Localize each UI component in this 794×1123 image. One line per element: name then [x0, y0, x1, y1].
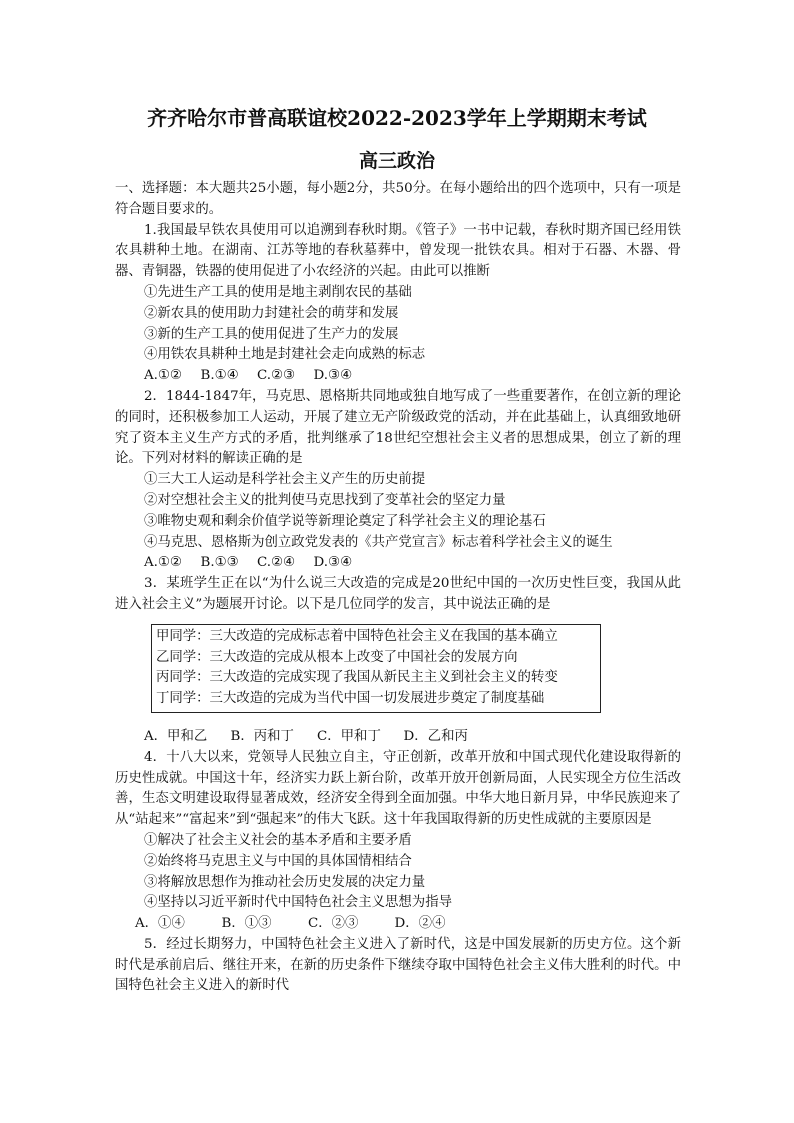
statement-option: ①解决了社会主义社会的基本矛盾和主要矛盾	[144, 832, 412, 848]
student-statement: 丙同学：三大改造的完成实现了我国从新民主主义到社会主义的转变	[156, 670, 558, 686]
statement-option: ④坚持以习近平新时代中国特色社会主义思想为指导	[144, 895, 452, 911]
question-stem: 4．十八大以来，党领导人民独立自主，守正创新，改革开放和中国式现代化建设取得新的历史性成就。中国这十年，经济实力跃上新台阶，改革开放开创新局面，人民实现全方位生活改善，生态文明建设取得显著成效，经济安全得到全面加强。中华大地日新月异，中华民族迎来了从“站起来”“富起来”到“强起来”的伟大飞跃。这十年我国取得新的历史性成就的主要原因是	[115, 749, 681, 828]
question-stem: 3．某班学生正在以“为什么说三大改造的完成是20世纪中国的一次历史性巨变，我国从此进入社会主义”为题展开讨论。以下是几位同学的发言，其中说法正确的是	[115, 576, 681, 612]
statement-option: ①先进生产工具的使用是地主剥削农民的基础	[144, 284, 412, 300]
choice-a: A.①②	[144, 368, 182, 384]
choice-a: A.①②	[144, 555, 182, 571]
student-statement: 乙同学：三大改造的完成从根本上改变了中国社会的发展方向	[156, 649, 518, 665]
choice-d: D．乙和丙	[403, 728, 468, 744]
choice-b: B．丙和丁	[230, 728, 294, 744]
answer-choices	[115, 553, 681, 574]
exam-subject: 高三政治	[358, 150, 435, 172]
statement-option: ②新农具的使用助力封建社会的萌芽和发展	[144, 305, 399, 321]
answer-choices	[115, 727, 681, 748]
choice-c: C．甲和丁	[317, 728, 381, 744]
question-5	[115, 935, 681, 997]
choice-c: C．②③	[308, 916, 359, 932]
statement-option: ②始终将马克思主义与中国的具体国情相结合	[144, 853, 412, 869]
statement-option: ②对空想社会主义的批判使马克思找到了变革社会的坚定力量	[144, 492, 506, 508]
answer-choices	[115, 366, 681, 387]
exam-content	[115, 179, 681, 997]
statement-option: ①三大工人运动是科学社会主义产生的历史前提	[144, 472, 426, 488]
choice-b: B．①③	[221, 916, 272, 932]
statement-option: ③新的生产工具的使用促进了生产力的发展	[144, 326, 399, 342]
question-stem: 5．经过长期努力，中国特色社会主义进入了新时代，这是中国发展新的历史方位。这个新时代是承前启后、继往开来，在新的历史条件下继续夺取中国特色社会主义伟大胜利的时代。中国特色社会主义进入的新时代	[115, 936, 681, 994]
choice-d: D.③④	[313, 368, 353, 384]
question-4	[115, 748, 681, 935]
exam-title: 齐齐哈尔市普高联谊校2022-2023学年上学期期末考试	[147, 106, 647, 130]
student-statements-box	[151, 624, 601, 713]
choice-c: C.②④	[257, 555, 296, 571]
question-3	[115, 574, 681, 748]
choice-b: B.①④	[200, 368, 239, 384]
answer-choices	[115, 914, 681, 935]
question-stem: 2．1844-1847年，马克思、恩格斯共同地或独自地写成了一些重要著作，在创立新的理论的同时，还积极参加工人运动，开展了建立无产阶级政党的活动，并在此基础上，认真细致地研究了资本主义生产方式的矛盾，批判继承了18世纪空想社会主义者的思想成果，创立了新的理论。下列对材料的解读正确的是	[115, 388, 681, 467]
choice-c: C.②③	[257, 368, 296, 384]
statement-option: ③唯物史观和剩余价值学说等新理论奠定了科学社会主义的理论基石	[144, 513, 546, 529]
question-1	[115, 221, 681, 387]
choice-d: D．②④	[394, 916, 446, 932]
choice-a: A．甲和乙	[144, 728, 208, 744]
choice-d: D.③④	[313, 555, 353, 571]
statement-option: ③将解放思想作为推动社会历史发展的决定力量	[144, 874, 426, 890]
student-statement: 丁同学：三大改造的完成为当代中国一切发展进步奠定了制度基础	[156, 691, 545, 707]
student-statement: 甲同学：三大改造的完成标志着中国特色社会主义在我国的基本确立	[156, 628, 558, 644]
choice-b: B.①③	[200, 555, 239, 571]
statement-option: ④用铁农具耕种土地是封建社会走向成熟的标志	[144, 347, 426, 363]
choice-a: A．①④	[135, 916, 185, 932]
question-stem: 1.我国最早铁农具使用可以追溯到春秋时期。《管子》一书中记载，春秋时期齐国已经用铁农具耕种土地。在湖南、江苏等地的春秋墓葬中，曾发现一批铁农具。相对于石器、木器、骨器、青铜器，铁器的使用促进了小农经济的兴起。由此可以推断	[115, 222, 681, 280]
statement-option: ④马克思、恩格斯为创立政党发表的《共产党宣言》标志着科学社会主义的诞生	[144, 534, 613, 550]
question-2	[115, 387, 681, 574]
section-heading: 一、选择题：本大题共25小题，每小题2分，共50分。在每小题给出的四个选项中，只有一项是符合题目要求的。	[115, 181, 681, 217]
